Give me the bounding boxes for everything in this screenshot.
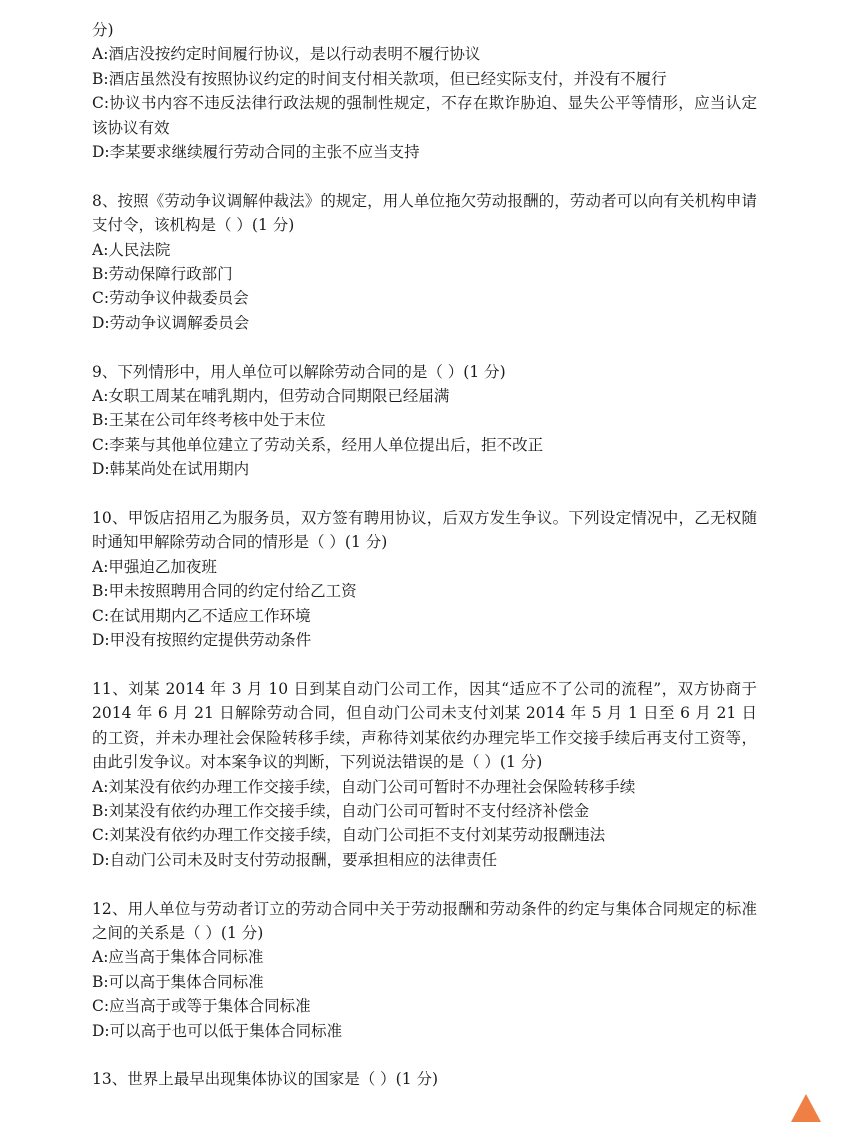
question-9-stem: 9、下列情形中，用人单位可以解除劳动合同的是（ ）(1 分) bbox=[92, 362, 506, 381]
question-9-option-b: B:王某在公司年终考核中处于末位 bbox=[92, 411, 326, 430]
spacer bbox=[92, 653, 757, 677]
question-11-option-c: C:刘某没有依约办理工作交接手续，自动门公司拒不支付刘某劳动报酬违法 bbox=[92, 826, 606, 845]
question-11-option-b: B:刘某没有依约办理工作交接手续，自动门公司可暂时不支付经济补偿金 bbox=[92, 801, 590, 820]
question-11-option-a: A:刘某没有依约办理工作交接手续，自动门公司可暂时不办理社会保险转移手续 bbox=[92, 777, 636, 796]
scroll-to-top-icon[interactable] bbox=[791, 1094, 821, 1122]
question-12-option-b: B:可以高于集体合同标准 bbox=[92, 972, 264, 991]
document-page bbox=[92, 18, 757, 1092]
question-10-option-d: D:甲没有按照约定提供劳动条件 bbox=[92, 631, 312, 650]
question-8-option-a: A:人民法院 bbox=[92, 240, 171, 259]
spacer bbox=[92, 872, 757, 896]
question-8-option-d: D:劳动争议调解委员会 bbox=[92, 313, 250, 332]
spacer bbox=[92, 482, 757, 506]
question-8-stem: 8、按照《劳动争议调解仲裁法》的规定，用人单位拖欠劳动报酬的，劳动者可以向有关机构申请支付令，该机构是（ ）(1 分) bbox=[92, 191, 757, 235]
question-10-option-b: B:甲未按照聘用合同的约定付给乙工资 bbox=[92, 582, 357, 601]
question-7-continuation: 分) bbox=[92, 21, 114, 39]
question-9-option-d: D:韩某尚处在试用期内 bbox=[92, 460, 250, 479]
question-12-stem: 12、用人单位与劳动者订立的劳动合同中关于劳动报酬和劳动条件的约定与集体合同规定的标准之间的关系是（ ）(1 分) bbox=[92, 899, 757, 942]
question-10-option-a: A:甲强迫乙加夜班 bbox=[92, 557, 217, 576]
question-7-option-b: B:酒店虽然没有按照协议约定的时间支付相关款项，但已经实际支付，并没有不履行 bbox=[92, 69, 667, 88]
spacer bbox=[92, 335, 757, 359]
spacer bbox=[92, 1043, 757, 1067]
question-12-option-d: D:可以高于也可以低于集体合同标准 bbox=[92, 1021, 343, 1040]
question-12-option-c: C:应当高于或等于集体合同标准 bbox=[92, 997, 311, 1016]
question-8 bbox=[92, 189, 757, 335]
question-13-stem: 13、世界上最早出现集体协议的国家是（ ）(1 分) bbox=[92, 1070, 439, 1089]
question-11-stem: 11、刘某 2014 年 3 月 10 日到某自动门公司工作，因其“适应不了公司的流程”，双方协商于 2014 年 6 月 21 日解除劳动合同，但自动门公司未支付刘某 2014 年 5 月 1 日至 6 月 21 日的工资，并未办理社会保险转移手续，声称待刘某依约办理完毕工作交接手续后再支付工资等，由此引发争议。对本案争议的判断，下列说法错误的是（ ）(1 分) bbox=[92, 679, 757, 772]
question-11-option-d: D:自动门公司未及时支付劳动报酬，要承担相应的法律责任 bbox=[92, 850, 498, 869]
question-10-stem: 10、甲饭店招用乙为服务员，双方签有聘用协议，后双方发生争议。下列设定情况中，乙无权随时通知甲解除劳动合同的情形是（ ）(1 分) bbox=[92, 509, 757, 552]
question-12-option-a: A:应当高于集体合同标准 bbox=[92, 948, 264, 967]
question-7-tail bbox=[92, 18, 757, 164]
question-9 bbox=[92, 360, 757, 482]
question-11 bbox=[92, 677, 757, 872]
question-13 bbox=[92, 1067, 757, 1091]
question-9-option-c: C:李莱与其他单位建立了劳动关系，经用人单位提出后，拒不改正 bbox=[92, 435, 544, 454]
question-10 bbox=[92, 506, 757, 652]
question-7-option-a: A:酒店没按约定时间履行协议，是以行动表明不履行协议 bbox=[92, 45, 481, 64]
question-8-option-b: B:劳动保障行政部门 bbox=[92, 265, 233, 284]
question-7-option-d: D:李某要求继续履行劳动合同的主张不应当支持 bbox=[92, 143, 420, 162]
question-8-option-c: C:劳动争议仲裁委员会 bbox=[92, 289, 249, 308]
question-12 bbox=[92, 897, 757, 1043]
question-10-option-c: C:在试用期内乙不适应工作环境 bbox=[92, 606, 311, 625]
question-9-option-a: A:女职工周某在哺乳期内，但劳动合同期限已经届满 bbox=[92, 387, 450, 406]
question-7-option-c: C:协议书内容不违反法律行政法规的强制性规定，不存在欺诈胁迫、显失公平等情形，应当认定该协议有效 bbox=[92, 94, 757, 137]
spacer bbox=[92, 164, 757, 188]
